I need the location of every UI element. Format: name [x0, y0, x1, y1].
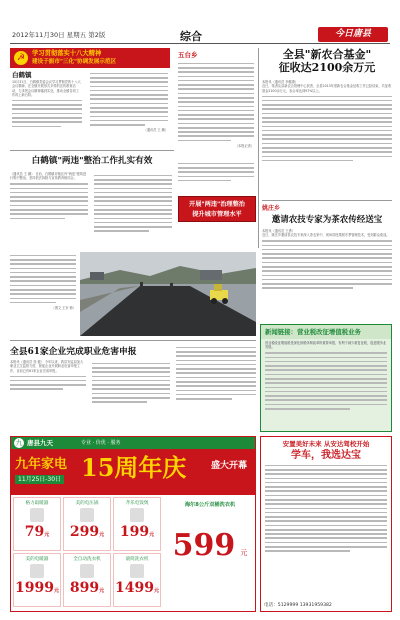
driving-school-ad	[260, 436, 392, 612]
box-body: 营业税改征增值税是深化财税体制改革的重要举措，有利于减少重复征税，促进服务业发展。	[265, 341, 387, 350]
article-body-col3	[176, 344, 256, 426]
article-demolition-col3	[178, 160, 254, 192]
article-headline: 白鹤镇"两违"整治工作扎实有效	[31, 156, 153, 166]
ad-subtitle: 学车，我选达宝	[291, 450, 361, 461]
article-study-col3	[170, 48, 174, 49]
article-body-col2	[92, 360, 170, 426]
article-headline: 全县61家企业完成职业危害申报	[10, 347, 137, 357]
ad-product-unit: 元	[53, 588, 59, 594]
article-body: （通讯员 王 鹏） 日前，白鹤镇对辖区内"两违"建筑进行集中整治，坚持依法拆除与宣传教育相结合。	[10, 172, 88, 248]
article-body-col2	[94, 172, 172, 248]
ad-product-item	[113, 497, 161, 551]
ad-brand-bar: 九 唐县九天 专业 · 价优 · 服务	[11, 437, 256, 449]
photo-caption: （图文 王东 韩）	[10, 252, 76, 336]
article-title: 白鹤镇	[12, 71, 32, 79]
article-headline: 邀请农技专家为茶农传经送宝	[271, 215, 383, 225]
article-body: 10月31日，白鹤镇党委会议学习贯彻党的十八大会议精神，在全镇开展形式多样的宣传教育活动，力求把会议精神落到实处，推动全镇各项工作再上新台阶。	[12, 80, 82, 144]
article-author: 本报讯（通讯员 李健康）	[262, 80, 299, 84]
header-date: 2012年11月30日 星期五 第2版	[12, 31, 106, 39]
news-link-box	[260, 324, 392, 432]
ad-product-item	[113, 553, 161, 607]
article-author: （本报记者）	[234, 144, 254, 149]
article-study-spirit	[10, 48, 170, 148]
ad-product-name: 美的电暖器	[25, 557, 49, 562]
product-icon	[130, 508, 144, 522]
ad-title: 安置美好未来 从安达驾校开始	[282, 440, 370, 448]
article-occupational-hazard	[10, 340, 256, 430]
ad-product-grid	[13, 497, 163, 609]
product-icon	[80, 564, 94, 578]
ad-product-name: 格力取暖器	[25, 501, 49, 506]
ad-product-item	[63, 553, 111, 607]
section-name: 综合	[180, 30, 202, 42]
ad-product-unit: 元	[44, 532, 50, 538]
article-body: 本报讯（通讯员 张 健） 今年以来，我县安监局加大职业卫生监管力度，督促企业开展职业危害申报工作，目前已有61家企业完成申报。	[10, 360, 86, 426]
product-icon	[30, 508, 44, 522]
ad-phone: 电话：5129999 13931959382	[264, 603, 332, 608]
header-rule	[10, 43, 390, 44]
ad-product-name: 美的电压锅	[75, 501, 99, 506]
article-body: 近日，笔者从县新农合管理中心获悉，全县2013年度新农合基金征收工作已经结束，共征收基金2100余万元，参合率达到97%以上。	[262, 84, 392, 93]
appliance-ad	[10, 436, 256, 612]
article-body: 近日，姚庄乡邀请县农技专家深入茶农家中，现场讲授果树冬季管理技术，受到群众欢迎。	[262, 233, 390, 238]
news-photo-road	[80, 252, 256, 336]
ad-promo: 海尔8公斤双桶洗衣机 599 元	[172, 502, 248, 563]
ad-hero: 九年家电 11月25日-30日 15周年庆 盛大开幕	[11, 449, 256, 495]
ad-product-unit: 元	[99, 588, 105, 594]
ad-product-name: 滚筒洗衣机	[125, 557, 149, 562]
ad-product-item	[63, 497, 111, 551]
ad-product-price: 199元	[119, 524, 155, 540]
article-demolition	[10, 150, 174, 250]
article-yaozhuang	[262, 200, 392, 320]
ad-product-price: 299元	[69, 524, 105, 540]
article-wutai	[178, 50, 254, 160]
product-icon	[130, 564, 144, 578]
banner: ☭ 学习贯彻落实十八大精神 建设于振市"三化"协调发展示范区	[10, 48, 170, 68]
article-ncms-fund	[262, 48, 392, 198]
highlight-badge: 开展"两违"治理整治 提升城市管理水平	[178, 196, 256, 222]
box-title: 新闻链接：营业税改征增值税业务	[261, 325, 391, 339]
ad-product-name: 全自动洗衣机	[73, 557, 101, 562]
ad-product-price: 1999元	[15, 580, 59, 596]
masthead	[0, 0, 400, 44]
article-title: 姚庄乡	[262, 205, 281, 212]
newspaper-logo: 今日唐县	[318, 27, 388, 42]
ad-product-unit: 元	[153, 588, 159, 594]
article-author: 本报讯（通讯员 王勇）	[262, 229, 295, 233]
article-title: 五台乡	[178, 51, 198, 59]
party-emblem-icon: ☭	[14, 51, 28, 65]
ad-product-item	[13, 553, 61, 607]
brand-logo-icon: 九	[15, 439, 23, 447]
product-icon	[30, 564, 44, 578]
ad-product-unit: 元	[99, 532, 105, 538]
column-divider	[258, 48, 259, 248]
product-icon	[80, 508, 94, 522]
article-body-col2: （通讯员 王 鹏）	[90, 70, 168, 144]
article-headline: 全县"新农合基金" 征收达2100余万元	[278, 48, 376, 74]
ad-product-price: 899元	[69, 580, 105, 596]
ad-product-price: 1499元	[115, 580, 159, 596]
ad-product-price: 79元	[24, 524, 50, 540]
ad-product-name: 齐乐电饭煲	[125, 501, 149, 506]
ad-product-item	[13, 497, 61, 551]
ad-product-unit: 元	[149, 532, 155, 538]
